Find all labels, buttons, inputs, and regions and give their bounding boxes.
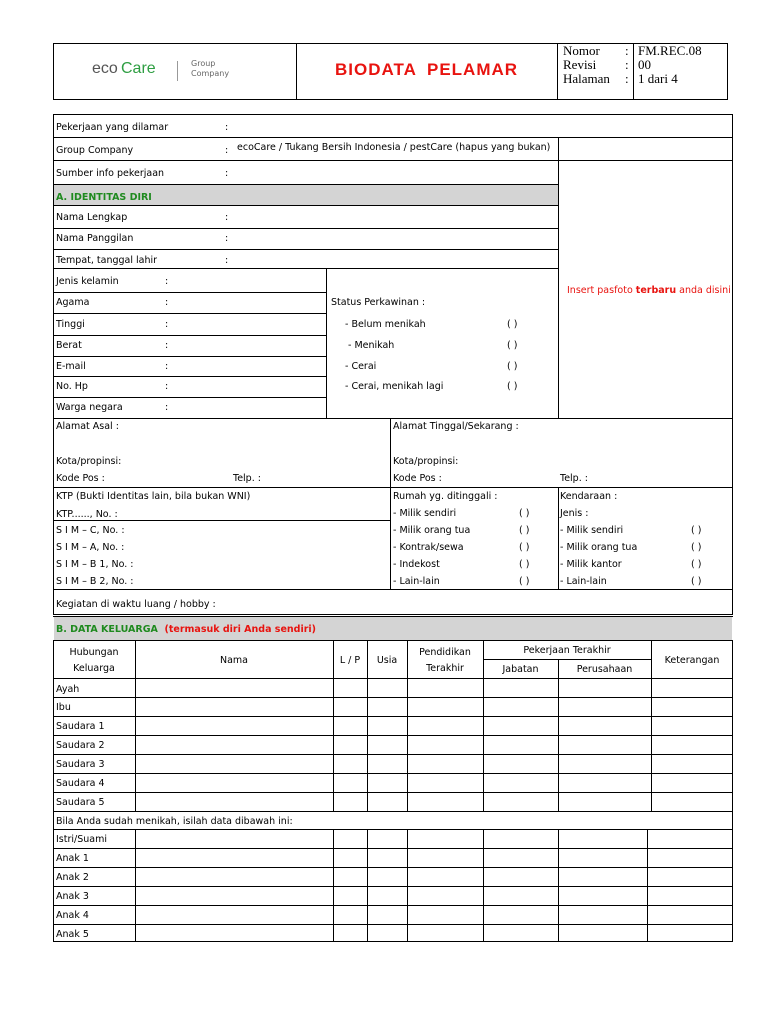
family-row-saudara-1: Saudara 1	[56, 721, 105, 732]
rule	[53, 735, 733, 736]
colon: :	[165, 297, 169, 308]
rule	[53, 829, 733, 830]
family-row-anak-3: Anak 3	[56, 891, 89, 902]
rule	[53, 848, 733, 849]
rumah-title: Rumah yg. ditinggali :	[393, 491, 498, 502]
label-telp-asal: Telp. :	[233, 473, 261, 484]
family-row-saudara-3: Saudara 3	[56, 759, 105, 770]
ktp-item: S I M – B 1, No. :	[56, 559, 134, 570]
label-group-company: Group Company	[56, 145, 134, 156]
photo-text-post: anda disini	[676, 285, 731, 296]
label-telp-tinggal: Telp. :	[560, 473, 588, 484]
col-pendidikan-2: Terakhir	[426, 663, 464, 674]
rule	[558, 829, 559, 942]
kendaraan-option: - Milik orang tua	[560, 542, 638, 553]
rumah-checkbox[interactable]: ( )	[519, 542, 530, 553]
rule	[53, 313, 326, 314]
rumah-option: - Indekost	[393, 559, 440, 570]
colon: :	[225, 255, 229, 266]
status-option-cerai-menikah-lagi: - Cerai, menikah lagi	[345, 381, 444, 392]
rule	[407, 829, 408, 942]
rule	[53, 697, 733, 698]
rule	[558, 487, 559, 589]
photo-placeholder	[567, 285, 731, 297]
rule	[53, 376, 326, 377]
rule	[390, 418, 391, 589]
rule	[53, 886, 733, 887]
married-note: Bila Anda sudah menikah, isilah data dibawah ini:	[56, 816, 293, 827]
meta-label-halaman: Halaman	[563, 71, 610, 86]
section-b-title-text: B. DATA KELUARGA	[56, 624, 158, 635]
family-row-anak-1: Anak 1	[56, 853, 89, 864]
status-checkbox[interactable]: ( )	[507, 340, 518, 351]
ktp-item: S I M – C, No. :	[56, 525, 125, 536]
colon: :	[225, 233, 229, 244]
rule	[483, 829, 484, 942]
rule	[53, 397, 326, 398]
rumah-option: - Lain-lain	[393, 576, 440, 587]
label-alamat-tinggal: Alamat Tinggal/Sekarang :	[393, 421, 519, 432]
rule	[483, 659, 651, 660]
family-table-frame	[53, 640, 733, 942]
status-checkbox[interactable]: ( )	[507, 381, 518, 392]
label-warga-negara: Warga negara	[56, 402, 123, 413]
rule	[53, 589, 733, 590]
col-hubungan-2: Keluarga	[73, 663, 115, 674]
family-row-anak-5: Anak 5	[56, 929, 89, 940]
status-option-menikah: - Menikah	[348, 340, 395, 351]
rumah-checkbox[interactable]: ( )	[519, 576, 530, 587]
rule	[135, 829, 136, 942]
section-b-title	[56, 624, 316, 636]
colon: :	[165, 361, 169, 372]
status-checkbox[interactable]: ( )	[507, 319, 518, 330]
rule	[53, 616, 733, 617]
header-divider-2	[557, 43, 558, 100]
status-option-belum-menikah: - Belum menikah	[345, 319, 426, 330]
meta-value-nomor: FM.REC.08	[638, 43, 702, 58]
rule	[326, 268, 327, 418]
kendaraan-option: - Milik kantor	[560, 559, 622, 570]
colon: :	[165, 319, 169, 330]
family-row-istri-suami: Istri/Suami	[56, 834, 107, 845]
col-usia: Usia	[376, 655, 398, 666]
kendaraan-checkbox[interactable]: ( )	[691, 525, 702, 536]
label-kota-tinggal: Kota/propinsi:	[393, 456, 459, 467]
rule	[558, 659, 559, 811]
family-row-ibu: Ibu	[56, 702, 71, 713]
status-option-cerai: - Cerai	[345, 361, 377, 372]
rule	[53, 268, 558, 269]
kendaraan-checkbox[interactable]: ( )	[691, 559, 702, 570]
kendaraan-option: - Lain-lain	[560, 576, 607, 587]
kendaraan-title: Kendaraan :	[560, 491, 618, 502]
rumah-option: - Kontrak/sewa	[393, 542, 464, 553]
label-nama-panggilan: Nama Panggilan	[56, 233, 134, 244]
rule	[558, 137, 559, 418]
label-pekerjaan-dilamar: Pekerjaan yang dilamar	[56, 122, 169, 133]
meta-label-nomor: Nomor	[563, 43, 600, 58]
rule	[53, 867, 733, 868]
ktp-item: S I M – B 2, No. :	[56, 576, 134, 587]
colon: :	[225, 168, 229, 179]
rule	[53, 205, 558, 206]
meta-colon-nomor: :	[625, 43, 629, 58]
kendaraan-checkbox[interactable]: ( )	[691, 542, 702, 553]
col-pendidikan-1: Pendidikan	[419, 647, 471, 658]
ktp-item: KTP......, No. :	[56, 509, 118, 520]
logo-group: Group	[191, 59, 216, 68]
rule	[53, 335, 326, 336]
group-company-value: ecoCare / Tukang Bersih Indonesia / pestCare (hapus yang bukan)	[237, 142, 551, 153]
meta-colon-revisi: :	[625, 57, 629, 72]
col-pekerjaan: Pekerjaan Terakhir	[523, 645, 611, 656]
family-row-anak-2: Anak 2	[56, 872, 89, 883]
kendaraan-jenis: Jenis :	[560, 508, 589, 519]
section-a-title: A. IDENTITAS DIRI	[56, 192, 152, 203]
colon: :	[165, 381, 169, 392]
rule	[53, 716, 733, 717]
rule	[53, 773, 733, 774]
rumah-checkbox[interactable]: ( )	[519, 559, 530, 570]
rule	[53, 228, 558, 229]
rule	[53, 137, 733, 138]
logo-care: Care	[121, 60, 156, 77]
label-sumber-info: Sumber info pekerjaan	[56, 168, 165, 179]
colon: :	[225, 145, 229, 156]
rule	[53, 418, 733, 419]
rule	[53, 487, 733, 488]
label-agama: Agama	[56, 297, 90, 308]
rumah-checkbox[interactable]: ( )	[519, 525, 530, 536]
header-divider-3	[633, 43, 634, 100]
label-nama-lengkap: Nama Lengkap	[56, 212, 128, 223]
label-ttl: Tempat, tanggal lahir	[56, 255, 158, 266]
rule	[53, 905, 733, 906]
col-nama: Nama	[219, 655, 248, 666]
rule	[53, 811, 733, 812]
ktp-item: S I M – A, No. :	[56, 542, 125, 553]
family-row-ayah: Ayah	[56, 684, 80, 695]
colon: :	[225, 212, 229, 223]
status-checkbox[interactable]: ( )	[507, 361, 518, 372]
col-jabatan: Jabatan	[502, 664, 539, 675]
rule	[333, 829, 334, 942]
family-row-saudara-4: Saudara 4	[56, 778, 105, 789]
rule	[53, 678, 733, 679]
family-row-anak-4: Anak 4	[56, 910, 89, 921]
label-kodepos-asal: Kode Pos :	[56, 473, 105, 484]
rule	[53, 292, 326, 293]
family-row-saudara-2: Saudara 2	[56, 740, 105, 751]
status-perkawinan-title: Status Perkawinan :	[331, 297, 426, 308]
ktp-title: KTP (Bukti Identitas lain, bila bukan WNI)	[56, 491, 251, 502]
logo-eco: eco	[92, 60, 118, 77]
label-hobby: Kegiatan di waktu luang / hobby :	[56, 599, 216, 610]
rule	[53, 356, 326, 357]
label-jenis-kelamin: Jenis kelamin	[56, 276, 119, 287]
label-berat: Berat	[56, 340, 82, 351]
rule	[367, 829, 368, 942]
label-email: E-mail	[56, 361, 86, 372]
rule	[53, 184, 558, 185]
label-tinggi: Tinggi	[56, 319, 85, 330]
col-perusahaan: Perusahaan	[576, 664, 633, 675]
colon: :	[165, 402, 169, 413]
rumah-checkbox[interactable]: ( )	[519, 508, 530, 519]
rule	[53, 160, 733, 161]
label-no-hp: No. Hp	[56, 381, 88, 392]
rule	[53, 249, 558, 250]
logo-divider	[177, 61, 178, 81]
page-title: BIODATA PELAMAR	[334, 60, 519, 79]
meta-label-revisi: Revisi	[563, 57, 597, 72]
photo-text-pre: Insert pasfoto	[567, 285, 636, 296]
rumah-option: - Milik orang tua	[393, 525, 471, 536]
label-kota-asal: Kota/propinsi:	[56, 456, 122, 467]
meta-value-revisi: 00	[638, 57, 651, 72]
colon: :	[165, 276, 169, 287]
photo-text-bold: terbaru	[635, 285, 677, 296]
col-hubungan-1: Hubungan	[69, 647, 119, 658]
col-lp: L / P	[339, 655, 361, 666]
family-row-saudara-5: Saudara 5	[56, 797, 105, 808]
colon: :	[165, 340, 169, 351]
col-keterangan: Keterangan	[664, 655, 720, 666]
rumah-option: - Milik sendiri	[393, 508, 457, 519]
kendaraan-option: - Milik sendiri	[560, 525, 624, 536]
colon: :	[225, 122, 229, 133]
label-alamat-asal: Alamat Asal :	[56, 421, 119, 432]
logo-company: Company	[191, 69, 230, 78]
meta-value-halaman: 1 dari 4	[638, 71, 678, 86]
rule	[53, 792, 733, 793]
kendaraan-checkbox[interactable]: ( )	[691, 576, 702, 587]
rule	[647, 829, 648, 942]
section-b-title-note: (termasuk diri Anda sendiri)	[164, 624, 317, 635]
rule	[53, 924, 733, 925]
label-kodepos-tinggal: Kode Pos :	[393, 473, 442, 484]
meta-colon-halaman: :	[625, 71, 629, 86]
rule	[53, 754, 733, 755]
